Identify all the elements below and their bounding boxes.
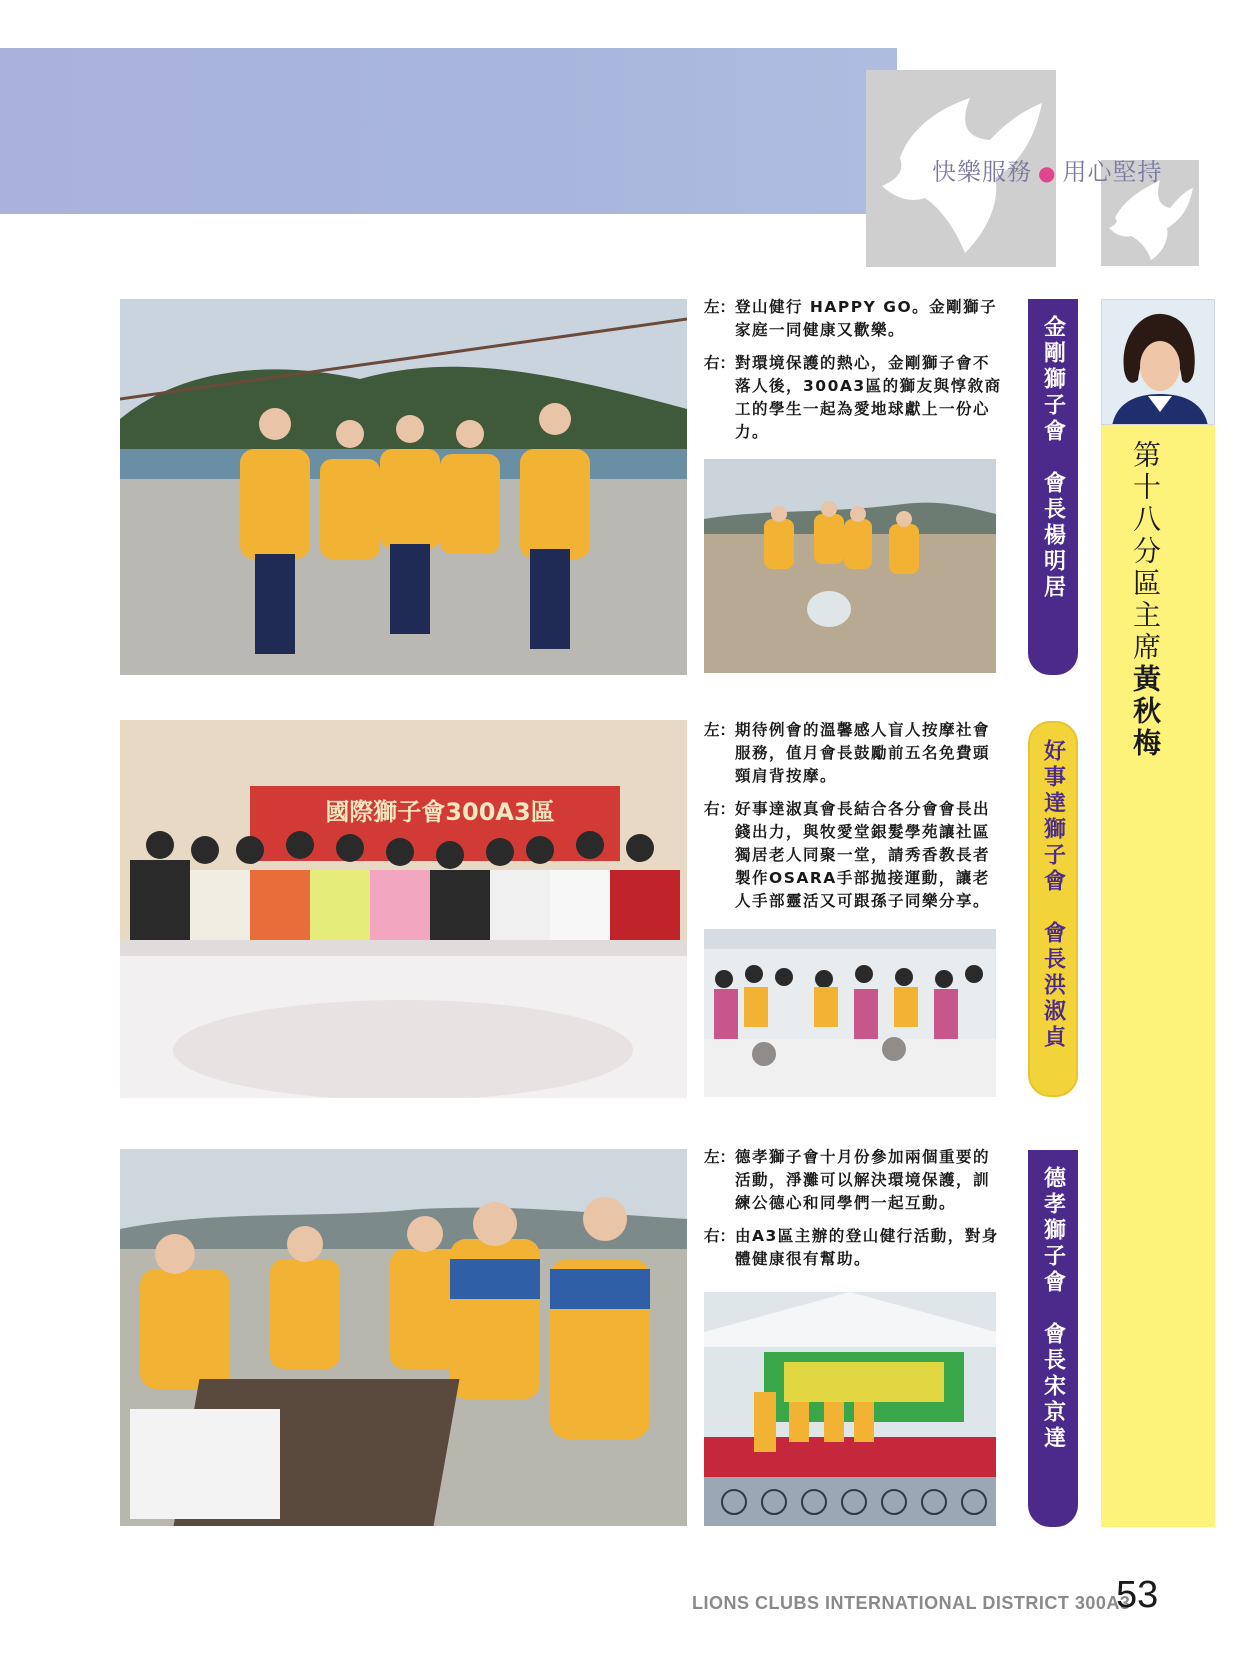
chairman-name: 黃秋梅 <box>1129 664 1162 760</box>
section3-caption-left <box>704 1146 1004 1215</box>
tagline <box>932 152 1162 187</box>
caption-text: 登山健行 HAPPY GO。金剛獅子家庭一同健康又歡樂。 <box>735 298 998 339</box>
club-president: 會長宋京達 <box>1040 1322 1066 1452</box>
section3-club-label <box>1038 1166 1069 1527</box>
club-name: 金剛獅子會 <box>1040 315 1066 445</box>
chairman-portrait <box>1101 299 1215 425</box>
section1-captions <box>704 296 1004 454</box>
section2-caption-left <box>704 719 1004 788</box>
club-name: 德孝獅子會 <box>1040 1166 1066 1296</box>
section1-photo-left <box>120 299 687 675</box>
section3-caption-right <box>704 1225 1004 1271</box>
chairman-title-text: 第十八分區主席 <box>1129 440 1162 664</box>
section3-photo-left <box>120 1149 687 1526</box>
footer-org: LIONS CLUBS INTERNATIONAL DISTRICT 300A3 <box>692 1593 1131 1613</box>
club-president: 會長洪淑貞 <box>1040 921 1066 1051</box>
caption-text: 對環境保護的熱心，金剛獅子會不落人後，300A3區的獅友與惇敘商工的學生一起為愛地球獻上一份心力。 <box>735 354 1002 441</box>
chairman-title <box>1125 440 1165 760</box>
caption-label: 右： <box>704 354 736 372</box>
caption-label: 左： <box>704 721 736 739</box>
section2-photo-right <box>704 929 996 1097</box>
section3-photo-right <box>704 1292 996 1526</box>
section2-photo-left <box>120 720 687 1098</box>
caption-label: 左： <box>704 298 736 316</box>
club-name: 好事達獅子會 <box>1040 739 1066 895</box>
caption-label: 左： <box>704 1148 736 1166</box>
section2-banner-text: 國際獅子會300A3區 <box>325 798 555 826</box>
section2-caption-right <box>704 798 1004 913</box>
section3-captions <box>704 1146 1004 1281</box>
caption-text: 好事達淑真會長結合各分會會長出錢出力，與牧愛堂銀髮學苑讓社區獨居老人同聚一堂，請秀香教長者製作OSARA手部拋接運動，讓老人手部靈活又可跟孫子同樂分享。 <box>735 800 991 910</box>
section1-caption-right <box>704 352 1004 444</box>
tagline-left: 快樂服務 <box>932 158 1032 186</box>
section2-club-label <box>1038 739 1069 1095</box>
section1-caption-left <box>704 296 1004 342</box>
club-president: 會長楊明居 <box>1040 471 1066 601</box>
header-band <box>0 48 897 214</box>
section2-captions <box>704 719 1004 923</box>
section1-club-tab <box>1028 299 1078 675</box>
tagline-dot-icon: ● <box>1038 161 1057 185</box>
section3-club-tab <box>1028 1150 1078 1527</box>
caption-text: 由A3區主辦的登山健行活動，對身體健康很有幫助。 <box>735 1227 999 1268</box>
section1-club-label <box>1038 315 1069 675</box>
caption-text: 期待例會的溫馨感人盲人按摩社會服務，值月會長鼓勵前五名免費頭頸肩背按摩。 <box>735 721 991 785</box>
caption-label: 右： <box>704 1227 736 1245</box>
page-number: 53 <box>1116 1574 1159 1616</box>
tagline-right: 用心堅持 <box>1062 158 1163 186</box>
caption-text: 德孝獅子會十月份參加兩個重要的活動，淨灘可以解決環境保護，訓練公德心和同學們一起互動。 <box>735 1148 991 1212</box>
section2-club-tab <box>1028 721 1078 1097</box>
section1-photo-right <box>704 459 996 673</box>
caption-label: 右： <box>704 800 736 818</box>
